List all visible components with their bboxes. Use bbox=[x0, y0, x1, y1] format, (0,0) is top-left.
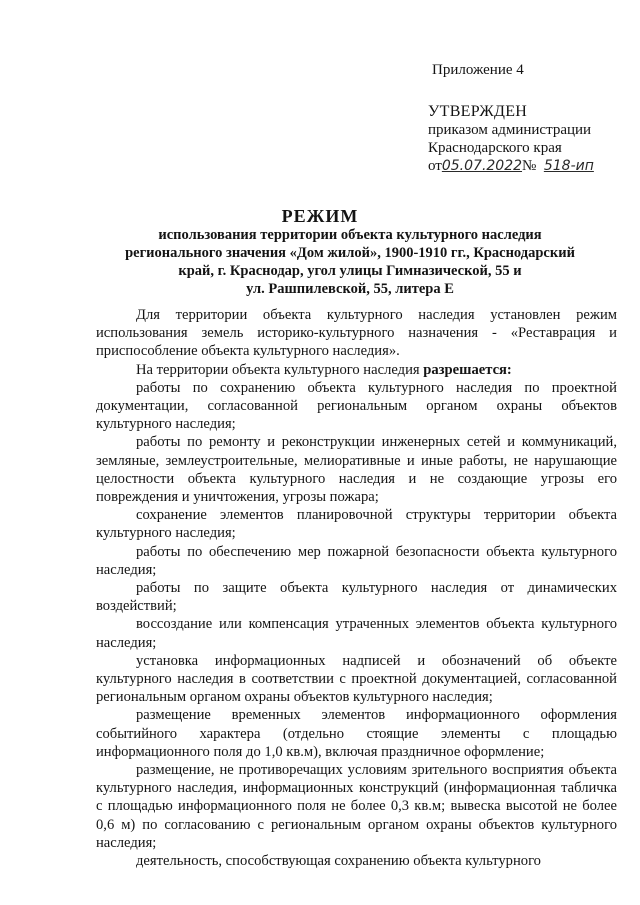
order-line-2: Краснодарского края bbox=[428, 140, 562, 156]
list-item: установка информационных надписей и обозначений об объекте культурного наследия в соответствии с проектной документацией, согласованной региональным органом охраны объектов культурного наследия; bbox=[96, 652, 617, 706]
list-item: размещение, не противоречащих условиям зрительного восприятия объекта культурного наследия, информационных конструкций (информационная табличка с площадью информационного поля не более 0,3 кв.м; вывеска высотой не более 0,6 м) по согласованию с региональным органом охраны объектов культурного наследия; bbox=[96, 762, 617, 851]
approval-block bbox=[428, 103, 594, 175]
list-item: сохранение элементов планировочной структуры территории объекта культурного наследия; bbox=[96, 507, 617, 542]
allowed-prefix: На территории объекта культурного наследия bbox=[136, 361, 424, 378]
intro-paragraph: Для территории объекта культурного наследия установлен режим использования земель историко-культурного назначения - «Реставрация и приспособление объекта культурного наследия». bbox=[96, 307, 617, 360]
subtitle-line: ул. Рашпилевской, 55, литера Е bbox=[246, 281, 454, 297]
order-line-1: приказом администрации bbox=[428, 122, 592, 138]
document-title: РЕЖИМ bbox=[281, 206, 359, 226]
document-subtitle bbox=[100, 226, 600, 298]
order-number-handwritten: 518-ип bbox=[543, 158, 594, 174]
list-item: деятельность, способствующая сохранению объекта культурного bbox=[136, 853, 541, 870]
order-from-label: от bbox=[428, 158, 442, 174]
list-item: работы по ремонту и реконструкции инженерных сетей и коммуникаций, земляные, землеустроительные, мелиоративные и иные работы, не нарушающие целостности объекта культурного наследия и не создающие угрозы его повреждения и уничтожения, угрозы пожара; bbox=[96, 434, 617, 506]
appendix-label: Приложение 4 bbox=[432, 62, 524, 78]
subtitle-line: использования территории объекта культурного наследия bbox=[158, 227, 542, 243]
document-body bbox=[96, 306, 617, 870]
order-date-line bbox=[428, 157, 594, 175]
list-item: работы по сохранению объекта культурного наследия по проектной документации, согласованной региональным органом охраны объектов культурного наследия; bbox=[96, 379, 617, 433]
approved-heading: УТВЕРЖДЕН bbox=[428, 103, 528, 120]
list-item: воссоздание или компенсация утраченных элементов объекта культурного наследия; bbox=[96, 616, 617, 651]
list-item: размещение временных элементов информационного оформления событийного характера (отдельно стоящие элементы с площадью информационного поля до 1,0 кв.м), включая праздничное оформление; bbox=[96, 707, 617, 760]
subtitle-line: край, г. Краснодар, угол улицы Гимназической, 55 и bbox=[178, 263, 522, 279]
order-number-label: № bbox=[522, 158, 537, 174]
list-item: работы по обеспечению мер пожарной безопасности объекта культурного наследия; bbox=[96, 543, 617, 578]
subtitle-line: регионального значения «Дом жилой», 1900-1910 гг., Краснодарский bbox=[125, 245, 575, 261]
allowed-bold: разрешается: bbox=[423, 361, 512, 378]
order-date-handwritten: 05.07.2022 bbox=[441, 158, 523, 174]
list-item: работы по защите объекта культурного наследия от динамических воздействий; bbox=[96, 580, 617, 615]
allowed-heading-paragraph bbox=[96, 361, 617, 379]
